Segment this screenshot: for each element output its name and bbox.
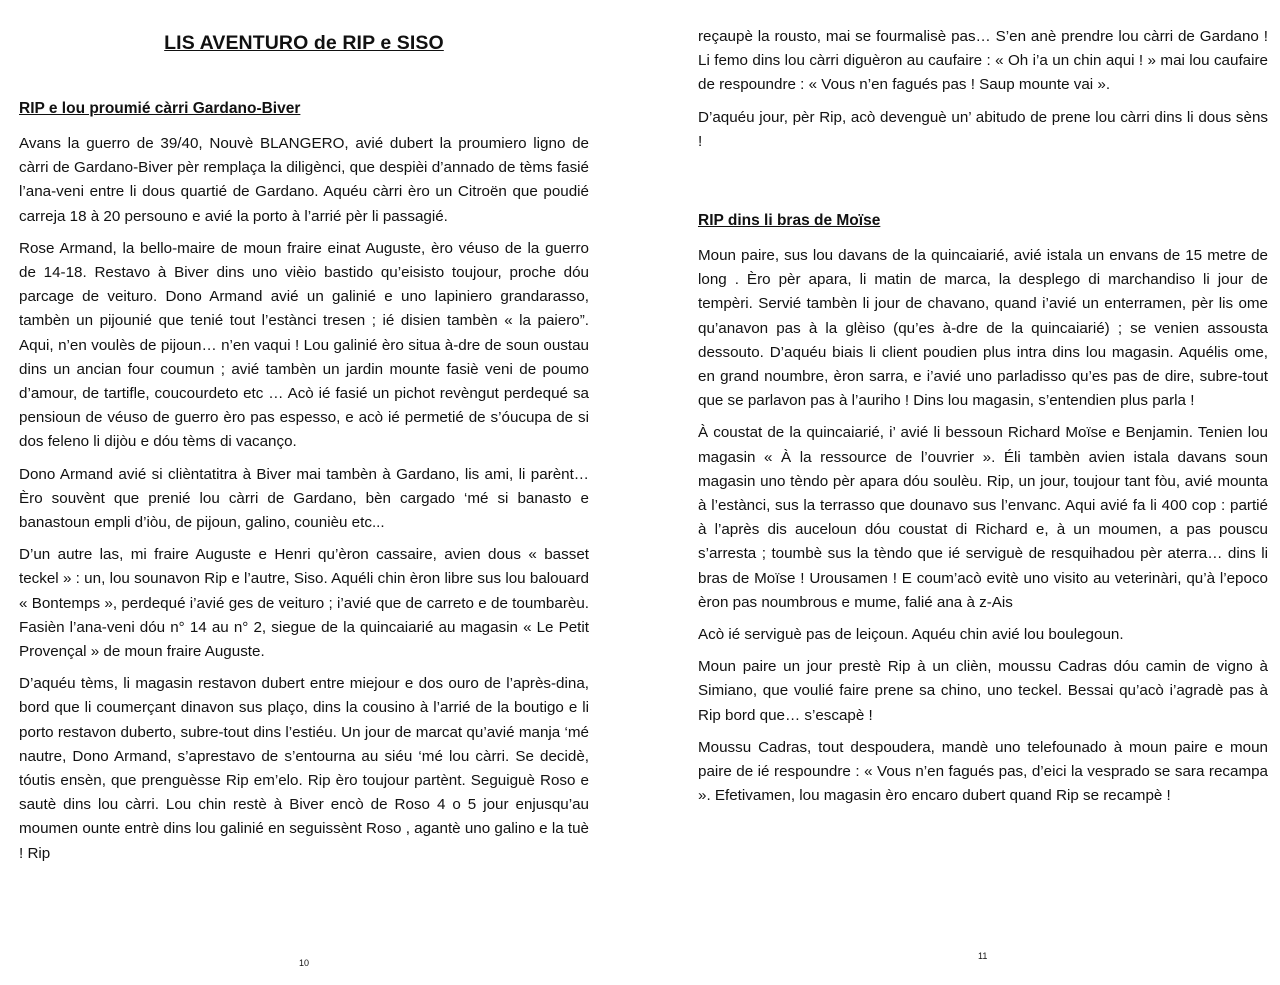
paragraph: reçaupè la rousto, mai se fourmalisè pas… S’en anè prendre lou càrri de Gardano ! Li femo dins lou càrri diguèron au caufaire : « Oh i’a un chin aqui ! » mai lou caufaire de respoundre : « Vous n’en fagués pas ! Saup mounte vai ». — [698, 28, 1268, 94]
section-heading-rip-carri: RIP e lou proumié càrri Gardano-Biver — [19, 100, 301, 117]
section-heading-rip-moise: RIP dins li bras de Moïse — [698, 212, 881, 229]
paragraph: À coustat de la quincaiarié, i’ avié li bessoun Richard Moïse e Benjamin. Tenien lou magasin « À la ressource de l’ouvrier ». Éli tambèn avien istala davans soun magasin uno tèndo pèr apara dóu soulèu. Rip, un jour, toujour tant fòu, avié mounta à l’estànci, sus la terrasso que dounavo sus l’envanc. Aqui avié fa li 400 cop : partié à l’après dis auceloun dóu coustat di Richard e, à un moumen, a pas pouscu s’arresta ; toumbè sus la tèndo que ié serviguè de resquihadou pèr aterra… dins li bras de Moïse ! Urousamen ! E coum’acò evitè uno visito au veterinàri, qu’à l’epoco èron pas noumbrous e mume, falié ana à z-Ais — [698, 424, 1268, 611]
left-page-body — [19, 132, 589, 874]
right-page — [640, 0, 1280, 985]
page-number: 10 — [299, 958, 310, 968]
book-title: LIS AVENTURO de RIP e SISO — [164, 32, 444, 54]
right-page-top-body — [698, 25, 1268, 162]
paragraph: Rose Armand, la bello-maire de moun fraire einat Auguste, èro véuso de la guerro de 14-18. Restavo à Biver dins uno vièio bastido qu’eisisto toujour, proche dóu parcage de veituro. Dono Armand avié un galinié e uno lapiniero grandarasso, tambèn un pijounié que tenié tout l’estànci tresen ; ié disien tambèn « la paiero”. Aqui, n’en voulès de pijoun… n’en vaqui ! Lou galinié èro situa à-dre de soun oustau dins un ancian four coumun ; avié tambèn un jardin mounte fasiè veni de poumo d’amour, de tartifle, coucourdeto etc … Acò ié fasié un pichot revèngut perdequé sa pensioun de véuso de guerro èro pas espesso, e acò ié permetié de s’óucupa de si dos feleno li dijòu e dóu tèms di vacanço. — [19, 239, 589, 451]
paragraph: D’aquéu tèms, li magasin restavon dubert entre miejour e dos ouro de l’après-dina, bord que li coumerçant dinavon sus plaço, dins la cousino à l’arrié de la boutigo e li porto restavon duberto, subre-tout dins l’estiéu. Un jour de marcat qu’avié manja ‘mé nautre, Dono Armand, s’aprestavo de s’entourna au siéu ‘mé lou càrri. Se decidè, tóutis ensèn, que prenguèsse Rip em’elo. Rip èro toujour partènt. Seguiguè Roso e sautè dins lou càrri. Lou chin restè à Biver encò de Roso 4 o 5 jour enjusqu’au moumen ounte entrè dins lou galinié en seguissènt Roso , agantè uno galino e la tuè ! Rip — [19, 675, 589, 862]
paragraph: Dono Armand avié si clièntatitra à Biver mai tambèn à Gardano, lis ami, li parènt… Èro souvènt que prenié lou càrri de Gardano, bèn cargado ‘mé si banasto e banastoun empli d’iòu, de pijoun, galino, counièu etc... — [19, 465, 589, 532]
paragraph: Moun paire, sus lou davans de la quincaiarié, avié istala un envans de 15 metre de long . Èro pèr apara, li matin de marca, la desplego di marchandiso li jour de tempèri. Servié tambèn li jour de chavano, quand i’avié un enterramen, pèr lis ome qu’anavon pas à la glèiso (qu’es à-dre de la quincaiarié) ; se venien assousta dessouto. D’aquéu biais li client poudien plus intra dins lou magasin. Aquélis ome, en grand noumbre, èron sarra, e i’avié uno parladisso qu’es pas de dire, subre-tout que se parlavon pas à l’auriho ! Dins lou magasin, s’entendien plus parla ! — [698, 247, 1268, 410]
page-number: 11 — [978, 951, 988, 961]
right-page-body — [698, 244, 1268, 816]
paragraph: Acò ié serviguè pas de leiçoun. Aquéu chin avié lou boulegoun. — [698, 626, 1124, 644]
paragraph: Moussu Cadras, tout despoudera, mandè uno telefounado à moun paire e moun paire de ié respoundre : « Vous n’en fagués pas, d’eici la vesprado se sara recampa ». Efetivamen, lou magasin èro encaro dubert quand Rip se recampè ! — [698, 738, 1268, 805]
paragraph: Avans la guerro de 39/40, Nouvè BLANGERO, avié dubert la proumiero ligno de càrri de Gardano-Biver pèr remplaça la diligènci, que despièi d’annado de tèms fasié l’ana-veni entre li dous quartié de Gardano. Aquéu càrri èro un Citroën que poudié carreja 18 à 20 persouno e avié la porto à l’arrié pèr li passagié. — [19, 135, 589, 225]
paragraph: Moun paire un jour prestè Rip à un clièn, moussu Cadras dóu camin de vigno à Simiano, que voulié faire prene sa chino, uno teckel. Bessai qu’acò i’agradè pas à Rip bord que… s’escapè ! — [698, 658, 1268, 724]
paragraph: D’aquéu jour, pèr Rip, acò devenguè un’ abitudo de prene lou càrri dins li dous sèns ! — [698, 108, 1268, 150]
paragraph: D’un autre las, mi fraire Auguste e Henri qu’èron cassaire, avien dous « basset teckel » : un, lou sounavon Rip e l’autre, Siso. Aquéli chin èron libre sus lou balouard « Bontemps », perdequé i’avié ges de veituro ; i’avié que de carreto e de toumbarèu. Fasièn l’ana-veni dóu n° 14 au n° 2, siegue de la quincaiarié au magasin « Le Petit Provençal » de moun fraire Auguste. — [19, 546, 589, 661]
